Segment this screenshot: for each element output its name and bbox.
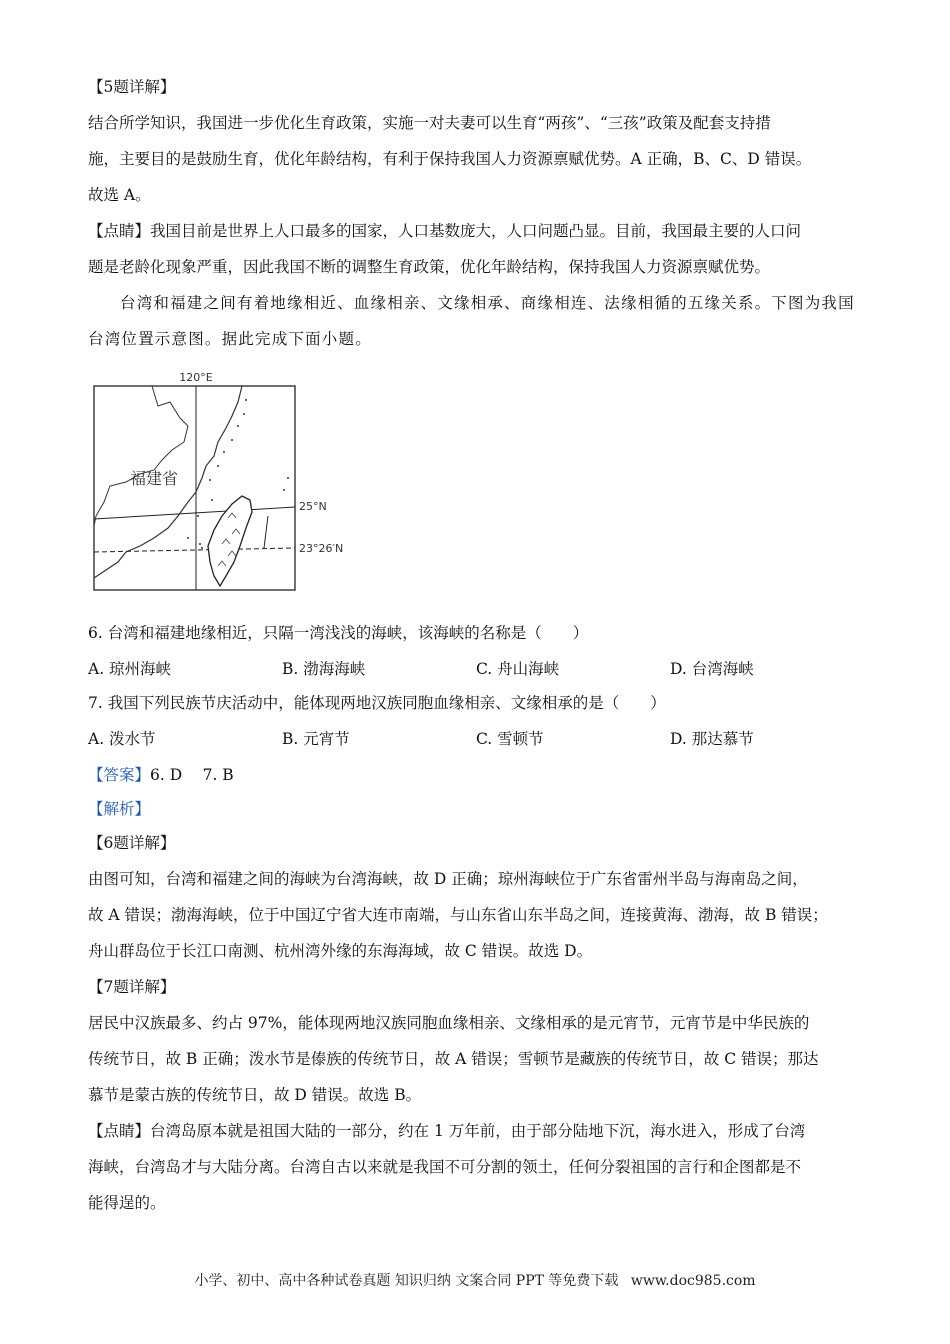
- lat2-label: 23°26′N: [299, 542, 344, 555]
- footer-link[interactable]: www.doc985.com: [630, 1273, 756, 1289]
- fujian-boundary: [94, 386, 188, 526]
- answer-text: 6. D 7. B: [150, 766, 234, 784]
- q6-option-c: C. 舟山海峡: [476, 660, 560, 678]
- section7-heading: 【7题详解】: [88, 978, 176, 996]
- analysis-label: 【解析】: [88, 800, 151, 818]
- q6-option-b: B. 渤海海峡: [282, 660, 366, 678]
- footer-text: 小学、初中、高中各种试卷真题 知识归纳 文案合同 PPT 等免费下载: [194, 1273, 619, 1289]
- section7-tip-line: 海峡，台湾岛才与大陆分离。台湾自古以来就是我国不可分割的领土，任何分裂祖国的言行和企图都是不: [88, 1158, 802, 1176]
- answer-line: [88, 764, 234, 786]
- taiwan-island: [208, 496, 252, 586]
- province-label: 福建省: [130, 469, 179, 488]
- latitude-25n-line: [94, 507, 295, 519]
- lat1-label: 25°N: [299, 500, 327, 513]
- lon-label: 120°E: [179, 371, 213, 384]
- q7-stem: 7. 我国下列民族节庆活动中，能体现两地汉族同胞血缘相亲、文缘相承的是（ ）: [88, 694, 666, 712]
- page-footer: [0, 1270, 950, 1290]
- answer-label: 【答案】: [88, 766, 151, 784]
- section5-paragraph-line: 结合所学知识，我国进一步优化生育政策，实施一对夫妻可以生育“两孩”、“三孩”政策及配套支持措: [88, 114, 771, 132]
- section6-heading: 【6题详解】: [88, 834, 176, 852]
- map-frame: [94, 386, 295, 590]
- tip-text: 我国目前是世界上人口最多的国家，人口基数庞大，人口问题凸显。目前，我国最主要的人口问: [150, 222, 802, 240]
- section7-line: 传统节日，故 B 正确；泼水节是傣族的传统节日，故 A 错误；雪顿节是藏族的传统节日，故 C 错误；那达: [88, 1050, 819, 1068]
- q7-option-d: D. 那达慕节: [670, 730, 754, 748]
- section6-line: 故 A 错误；渤海海峡，位于中国辽宁省大连市南端，与山东省山东半岛之间，连接黄海、渤海，故 B 错误；: [88, 906, 828, 924]
- section7-tip-line: 能得逞的。: [88, 1194, 166, 1212]
- q7-option-b: B. 元宵节: [282, 730, 350, 748]
- q6-stem: 6. 台湾和福建地缘相近，只隔一湾浅浅的海峡，该海峡的名称是（ ）: [88, 624, 589, 642]
- section7-line: 慕节是蒙古族的传统节日，故 D 错误。故选 B。: [88, 1086, 422, 1104]
- east-marker-line: [264, 516, 268, 548]
- section5-heading: 【5题详解】: [88, 78, 176, 96]
- intro-line: 台湾和福建之间有着地缘相近、血缘相亲、文缘相承、商缘相连、法缘相循的五缘关系。下图为我国: [120, 294, 855, 312]
- section5-tip: [88, 220, 801, 242]
- tropic-of-cancer-line: [94, 548, 295, 552]
- tip-text: 台湾岛原本就是祖国大陆的一部分，约在 1 万年前，由于部分陆地下沉，海水进入，形成了台湾: [150, 1122, 806, 1140]
- tip-label: 【点睛】: [88, 1122, 151, 1140]
- section6-line: 舟山群岛位于长江口南测、杭州湾外缘的东海海域，故 C 错误。故选 D。: [88, 942, 593, 960]
- taiwan-location-map: [92, 366, 362, 594]
- q7-option-a: A. 泼水节: [88, 730, 156, 748]
- q6-option-a: A. 琼州海峡: [88, 660, 172, 678]
- section5-tip-line: 题是老龄化现象严重，因此我国不断的调整生育政策，优化年龄结构，保持我国人力资源禀赋优势。: [88, 258, 771, 276]
- intro-line: 台湾位置示意图。据此完成下面小题。: [88, 330, 372, 348]
- section7-line: 居民中汉族最多、约占 97%，能体现两地汉族同胞血缘相亲、文缘相承的是元宵节，元宵节是中华民族的: [88, 1014, 810, 1032]
- section5-paragraph-line: 施，主要目的是鼓励生育，优化年龄结构，有利于保持我国人力资源禀赋优势。A 正确，B、C、D 错误。: [88, 150, 812, 168]
- tip-label: 【点睛】: [88, 222, 151, 240]
- q6-option-d: D. 台湾海峡: [670, 660, 754, 678]
- section5-paragraph-line: 故选 A。: [88, 186, 151, 204]
- section6-line: 由图可知，台湾和福建之间的海峡为台湾海峡，故 D 正确；琼州海峡位于广东省雷州半岛与海南岛之间，: [88, 870, 808, 888]
- section7-tip: [88, 1120, 805, 1142]
- q7-option-c: C. 雪顿节: [476, 730, 544, 748]
- penghu-islets: [199, 543, 203, 549]
